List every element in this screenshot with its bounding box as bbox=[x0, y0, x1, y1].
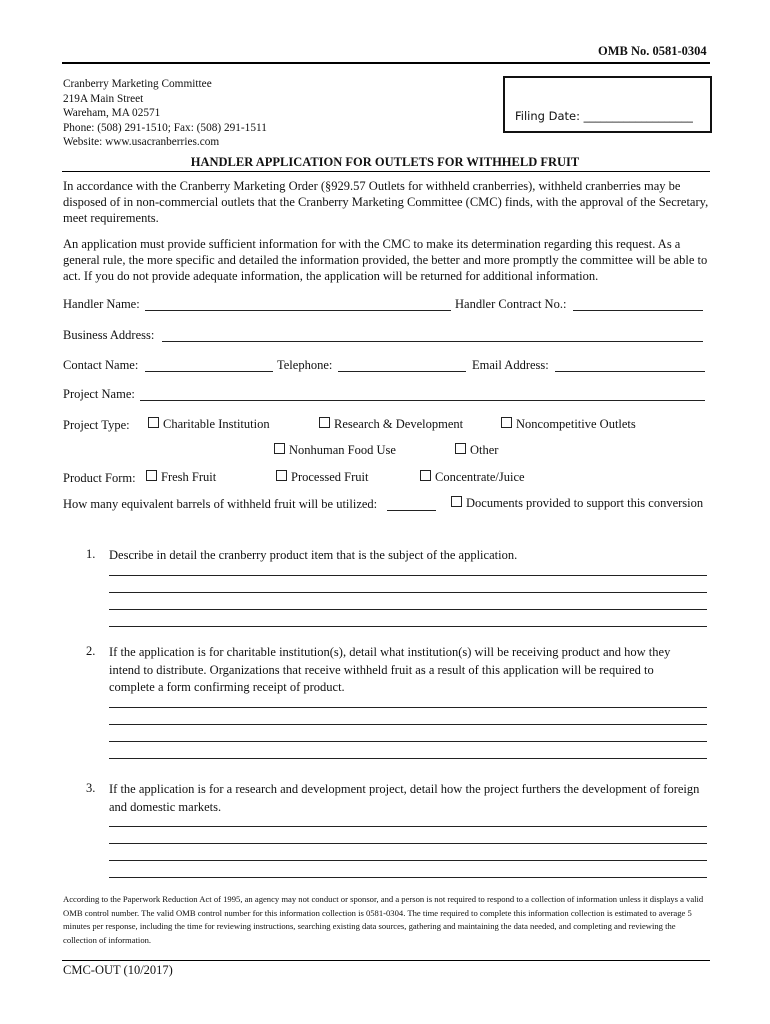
handler-name-label: Handler Name: bbox=[63, 297, 140, 311]
email-label: Email Address: bbox=[472, 358, 549, 372]
filing-date-box[interactable] bbox=[503, 76, 712, 133]
answer-3-line[interactable] bbox=[109, 877, 707, 878]
option-processed-label: Processed Fruit bbox=[291, 470, 369, 484]
question-3-number: 3. bbox=[86, 781, 96, 795]
checkbox-icon[interactable] bbox=[455, 443, 466, 454]
option-concentrate[interactable] bbox=[420, 470, 525, 485]
option-noncompetitive[interactable] bbox=[501, 417, 636, 432]
answer-3-line[interactable] bbox=[109, 826, 707, 827]
org-address bbox=[63, 77, 267, 150]
option-charitable[interactable] bbox=[148, 417, 270, 432]
answer-2-line[interactable] bbox=[109, 758, 707, 759]
option-documents[interactable] bbox=[451, 496, 703, 511]
checkbox-icon[interactable] bbox=[451, 496, 462, 507]
org-name: Cranberry Marketing Committee bbox=[63, 78, 212, 90]
business-address-label: Business Address: bbox=[63, 328, 155, 342]
project-type-label: Project Type: bbox=[63, 418, 130, 432]
option-documents-label: Documents provided to support this conversion bbox=[466, 496, 704, 510]
checkbox-icon[interactable] bbox=[319, 417, 330, 428]
handler-name-field[interactable] bbox=[145, 310, 451, 311]
checkbox-icon[interactable] bbox=[420, 470, 431, 481]
contact-name-label: Contact Name: bbox=[63, 358, 139, 372]
intro-paragraph-2: An application must provide sufficient information for with the CMC to make its determination regarding this request. As a general rule, the more specific and detailed the information provided, the better and more promptly the committee will be able to act. If you do not provide adequate information, the application will be returned for additional information. bbox=[63, 237, 708, 283]
option-fresh-label: Fresh Fruit bbox=[161, 470, 217, 484]
option-nonhuman-label: Nonhuman Food Use bbox=[289, 443, 396, 457]
org-city: Wareham, MA 02571 bbox=[63, 107, 161, 119]
handler-contract-field[interactable] bbox=[573, 310, 703, 311]
answer-1-line[interactable] bbox=[109, 609, 707, 610]
answer-1-line[interactable] bbox=[109, 592, 707, 593]
answer-3-line[interactable] bbox=[109, 860, 707, 861]
question-1-number: 1. bbox=[86, 547, 96, 561]
title-rule bbox=[62, 171, 710, 172]
project-name-label: Project Name: bbox=[63, 387, 135, 401]
option-charitable-label: Charitable Institution bbox=[163, 417, 270, 431]
question-2-number: 2. bbox=[86, 644, 96, 658]
question-3-text: If the application is for a research and development project, detail how the project furthers the development of foreign and domestic markets. bbox=[109, 782, 700, 814]
org-phone: Phone: (508) 291-1510; Fax: (508) 291-1511 bbox=[63, 121, 267, 134]
option-research-label: Research & Development bbox=[334, 417, 464, 431]
option-noncompetitive-label: Noncompetitive Outlets bbox=[516, 417, 636, 431]
option-nonhuman[interactable] bbox=[274, 443, 396, 458]
checkbox-icon[interactable] bbox=[148, 417, 159, 428]
option-other-label: Other bbox=[470, 443, 499, 457]
paperwork-notice: According to the Paperwork Reduction Act of 1995, an agency may not conduct or sponsor, and a person is not required to respond to a collection of information unless it displays a valid OMB control number. The valid OMB control number for this information collection is 0581-0304. The time required to complete this information collection is estimated to average 5 minutes per response, including the time for reviewing instructions, searching existing data sources, gathering and maintaining the data needed, and completing and reviewing the collection of information. bbox=[63, 894, 704, 945]
checkbox-icon[interactable] bbox=[501, 417, 512, 428]
option-processed[interactable] bbox=[276, 470, 368, 485]
answer-2-line[interactable] bbox=[109, 707, 707, 708]
answer-2-line[interactable] bbox=[109, 741, 707, 742]
telephone-field[interactable] bbox=[338, 371, 466, 372]
checkbox-icon[interactable] bbox=[146, 470, 157, 481]
org-street: 219A Main Street bbox=[63, 92, 144, 105]
handler-contract-label: Handler Contract No.: bbox=[455, 297, 567, 311]
answer-1-line[interactable] bbox=[109, 626, 707, 627]
question-1-text: Describe in detail the cranberry product item that is the subject of the application. bbox=[109, 548, 518, 562]
contact-name-field[interactable] bbox=[145, 371, 273, 372]
filing-date-label: Filing Date: ___________________ bbox=[515, 109, 693, 123]
answer-2-line[interactable] bbox=[109, 724, 707, 725]
answer-3-line[interactable] bbox=[109, 843, 707, 844]
option-fresh[interactable] bbox=[146, 470, 216, 485]
option-research[interactable] bbox=[319, 417, 463, 432]
checkbox-icon[interactable] bbox=[276, 470, 287, 481]
header-rule bbox=[62, 62, 710, 64]
form-title: HANDLER APPLICATION FOR OUTLETS FOR WITHHELD FRUIT bbox=[190, 155, 580, 169]
business-address-field[interactable] bbox=[162, 341, 703, 342]
checkbox-icon[interactable] bbox=[274, 443, 285, 454]
email-field[interactable] bbox=[555, 371, 705, 372]
footer-rule bbox=[62, 960, 710, 961]
omb-number: OMB No. 0581-0304 bbox=[598, 44, 707, 58]
answer-1-line[interactable] bbox=[109, 575, 707, 576]
option-other[interactable] bbox=[455, 443, 498, 458]
option-concentrate-label: Concentrate/Juice bbox=[435, 470, 525, 484]
question-2-text: If the application is for charitable institution(s), detail what institution(s) will be receiving product and how they intend to distribute. Organizations that receive withheld fruit as a result of this application will be required to complete a form confirming receipt of product. bbox=[109, 645, 671, 694]
project-name-field[interactable] bbox=[140, 400, 705, 401]
telephone-label: Telephone: bbox=[277, 358, 333, 372]
product-form-label: Product Form: bbox=[63, 471, 136, 485]
org-website[interactable]: Website: www.usacranberries.com bbox=[63, 136, 220, 148]
barrels-field[interactable] bbox=[387, 510, 436, 511]
intro-paragraph-1: In accordance with the Cranberry Marketing Order (§929.57 Outlets for withheld cranberries), withheld cranberries may be disposed of in non-commercial outlets that the Cranberry Marketing Committee (CMC) finds, with the approval of the Secretary, meet requirements. bbox=[63, 179, 709, 225]
form-id: CMC-OUT (10/2017) bbox=[63, 963, 173, 977]
barrels-label: How many equivalent barrels of withheld fruit will be utilized: bbox=[63, 497, 378, 511]
